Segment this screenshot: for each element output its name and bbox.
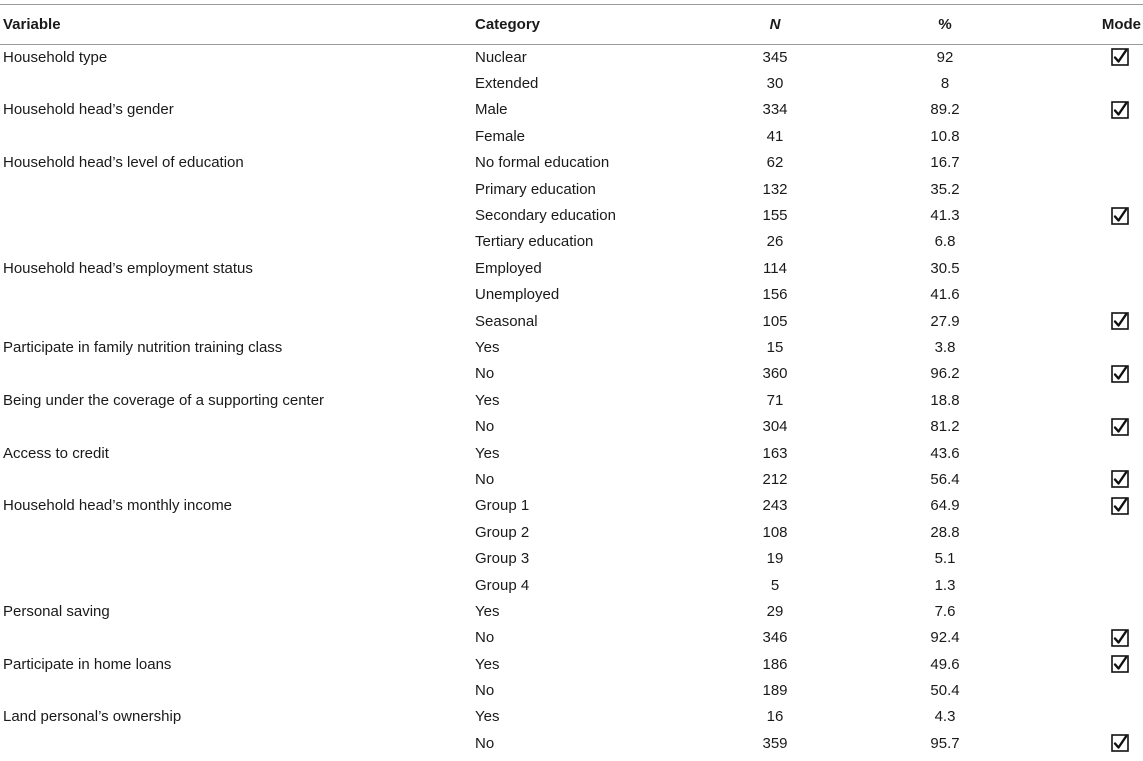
- cell-n: 5: [770, 576, 780, 594]
- table-row: [0, 361, 1143, 387]
- cell-variable: [0, 519, 472, 545]
- cell-category: Seasonal: [475, 312, 538, 330]
- cell-n: 304: [762, 418, 788, 436]
- cell-variable: [0, 123, 472, 149]
- cell-variable: [0, 466, 472, 492]
- cell-category: Primary education: [475, 180, 596, 198]
- cell-variable: Household head’s monthly income: [3, 497, 233, 515]
- table-row: [0, 625, 1143, 651]
- cell-variable: [0, 229, 472, 255]
- cell-n: 189: [762, 682, 788, 700]
- cell-variable: [0, 282, 472, 308]
- mode-checkbox-icon: [1111, 734, 1129, 751]
- cell-category: No formal education: [475, 154, 610, 172]
- cell-mode: [1045, 229, 1143, 255]
- mode-checkbox-icon: [1111, 497, 1129, 514]
- cell-percent: 41.6: [930, 286, 960, 304]
- cell-variable: [0, 70, 472, 96]
- cell-variable: Household head’s employment status: [3, 259, 253, 277]
- table-row: [0, 150, 1143, 176]
- mode-checkbox-icon: [1111, 207, 1129, 224]
- cell-mode: [1045, 730, 1143, 756]
- cell-percent: 96.2: [930, 365, 960, 383]
- mode-checkbox-icon: [1111, 365, 1129, 382]
- cell-percent: 10.8: [930, 127, 960, 145]
- table-row: [0, 730, 1143, 756]
- cell-mode: [1045, 625, 1143, 651]
- table-row: [0, 308, 1143, 334]
- cell-variable: [0, 545, 472, 571]
- table-row: [0, 440, 1143, 466]
- cell-n: 108: [762, 523, 788, 541]
- cell-n: 16: [766, 708, 784, 726]
- cell-category: No: [475, 682, 495, 700]
- table-row: [0, 677, 1143, 703]
- cell-category: Group 2: [475, 523, 530, 541]
- cell-mode: [1045, 545, 1143, 571]
- cell-category: Yes: [475, 602, 500, 620]
- table-row: [0, 387, 1143, 413]
- cell-n: 186: [762, 655, 788, 673]
- mode-checkbox-icon: [1111, 48, 1129, 65]
- cell-mode: [1045, 334, 1143, 360]
- cell-n: 29: [766, 602, 784, 620]
- cell-category: Tertiary education: [475, 233, 594, 251]
- cell-mode: [1045, 572, 1143, 598]
- cell-variable: Land personal’s ownership: [3, 708, 182, 726]
- cell-mode: [1045, 255, 1143, 281]
- cell-n: 345: [762, 48, 788, 66]
- cell-n: 243: [762, 497, 788, 515]
- cell-category: No: [475, 734, 495, 752]
- cell-mode: [1045, 44, 1143, 70]
- cell-variable: [0, 202, 472, 228]
- table-row: [0, 176, 1143, 202]
- cell-variable: [0, 572, 472, 598]
- cell-percent: 8: [940, 75, 950, 93]
- cell-variable: [0, 308, 472, 334]
- cell-mode: [1045, 493, 1143, 519]
- header-rule: [0, 44, 1143, 45]
- mode-checkbox-icon: [1111, 629, 1129, 646]
- cell-category: Secondary education: [475, 207, 616, 225]
- cell-variable: [0, 361, 472, 387]
- cell-variable: [0, 730, 472, 756]
- header-variable: Variable: [3, 16, 61, 33]
- cell-mode: [1045, 123, 1143, 149]
- table-row: [0, 572, 1143, 598]
- table-row: [0, 44, 1143, 70]
- cell-mode: [1045, 387, 1143, 413]
- cell-percent: 7.6: [934, 602, 956, 620]
- table-row: [0, 282, 1143, 308]
- cell-percent: 64.9: [930, 497, 960, 515]
- cell-category: Yes: [475, 338, 500, 356]
- cell-mode: [1045, 519, 1143, 545]
- cell-variable: [0, 625, 472, 651]
- cell-percent: 92: [936, 48, 954, 66]
- table-row: [0, 123, 1143, 149]
- table-row: [0, 651, 1143, 677]
- cell-variable: Participate in family nutrition training class: [3, 338, 283, 356]
- cell-category: Group 4: [475, 576, 530, 594]
- cell-mode: [1045, 704, 1143, 730]
- cell-percent: 49.6: [930, 655, 960, 673]
- cell-category: Male: [475, 101, 508, 119]
- cell-category: Unemployed: [475, 286, 560, 304]
- cell-mode: [1045, 176, 1143, 202]
- cell-percent: 89.2: [930, 101, 960, 119]
- cell-variable: Participate in home loans: [3, 655, 172, 673]
- table-row: [0, 334, 1143, 360]
- cell-percent: 16.7: [930, 154, 960, 172]
- cell-percent: 3.8: [934, 338, 956, 356]
- cell-n: 19: [766, 550, 784, 568]
- mode-checkbox-icon: [1111, 655, 1129, 672]
- cell-category: No: [475, 418, 495, 436]
- cell-category: Yes: [475, 391, 500, 409]
- cell-category: No: [475, 470, 495, 488]
- cell-variable: [0, 413, 472, 439]
- cell-mode: [1045, 97, 1143, 123]
- table-row: [0, 545, 1143, 571]
- table-row: [0, 202, 1143, 228]
- cell-percent: 27.9: [930, 312, 960, 330]
- cell-mode: [1045, 466, 1143, 492]
- cell-mode: [1045, 361, 1143, 387]
- cell-category: No: [475, 365, 495, 383]
- cell-mode: [1045, 440, 1143, 466]
- cell-category: Female: [475, 127, 526, 145]
- table-row: [0, 70, 1143, 96]
- cell-percent: 6.8: [934, 233, 956, 251]
- cell-n: 334: [762, 101, 788, 119]
- cell-category: Group 3: [475, 550, 530, 568]
- cell-percent: 41.3: [930, 207, 960, 225]
- cell-mode: [1045, 282, 1143, 308]
- header-mode: Mode: [1101, 16, 1141, 33]
- cell-category: Yes: [475, 708, 500, 726]
- cell-n: 15: [766, 338, 784, 356]
- mode-checkbox-icon: [1111, 470, 1129, 487]
- cell-n: 26: [766, 233, 784, 251]
- cell-percent: 35.2: [930, 180, 960, 198]
- cell-n: 30: [766, 75, 784, 93]
- cell-percent: 56.4: [930, 470, 960, 488]
- header-n: N: [769, 16, 781, 33]
- cell-n: 155: [762, 207, 788, 225]
- cell-mode: [1045, 413, 1143, 439]
- cell-percent: 92.4: [930, 629, 960, 647]
- cell-category: Employed: [475, 259, 542, 277]
- cell-category: Nuclear: [475, 48, 527, 66]
- cell-mode: [1045, 202, 1143, 228]
- cell-n: 360: [762, 365, 788, 383]
- cell-n: 359: [762, 734, 788, 752]
- cell-percent: 4.3: [934, 708, 956, 726]
- cell-n: 132: [762, 180, 788, 198]
- mode-checkbox-icon: [1111, 312, 1129, 329]
- cell-variable: Household head’s gender: [3, 101, 174, 119]
- table-row: [0, 413, 1143, 439]
- header-category: Category: [475, 16, 541, 33]
- mode-checkbox-icon: [1111, 418, 1129, 435]
- cell-percent: 43.6: [930, 444, 960, 462]
- cell-percent: 18.8: [930, 391, 960, 409]
- cell-variable: Household head’s level of education: [3, 154, 244, 172]
- cell-variable: Household type: [3, 48, 108, 66]
- cell-mode: [1045, 651, 1143, 677]
- cell-n: 62: [766, 154, 784, 172]
- cell-variable: Being under the coverage of a supporting center: [3, 391, 325, 409]
- mode-checkbox-icon: [1111, 101, 1129, 118]
- table-row: [0, 97, 1143, 123]
- cell-percent: 50.4: [930, 682, 960, 700]
- cell-category: No: [475, 629, 495, 647]
- cell-percent: 1.3: [934, 576, 956, 594]
- cell-variable: Personal saving: [3, 602, 110, 620]
- cell-n: 41: [766, 127, 784, 145]
- table-row: [0, 704, 1143, 730]
- cell-n: 163: [762, 444, 788, 462]
- header-row: [0, 5, 1143, 44]
- table-row: [0, 519, 1143, 545]
- cell-mode: [1045, 70, 1143, 96]
- table-row: [0, 598, 1143, 624]
- cell-category: Extended: [475, 75, 539, 93]
- cell-n: 156: [762, 286, 788, 304]
- cell-variable: [0, 677, 472, 703]
- cell-mode: [1045, 308, 1143, 334]
- table-body: [0, 44, 1143, 757]
- cell-n: 71: [766, 391, 784, 409]
- cell-n: 105: [762, 312, 788, 330]
- cell-percent: 95.7: [930, 734, 960, 752]
- table-row: [0, 466, 1143, 492]
- cell-n: 114: [763, 259, 787, 277]
- cell-variable: Access to credit: [3, 444, 109, 462]
- cell-percent: 28.8: [930, 523, 960, 541]
- cell-percent: 81.2: [930, 418, 960, 436]
- cell-mode: [1045, 598, 1143, 624]
- cell-category: Yes: [475, 444, 500, 462]
- header-percent: %: [938, 16, 952, 33]
- cell-variable: [0, 176, 472, 202]
- table-row: [0, 255, 1143, 281]
- cell-percent: 30.5: [930, 259, 960, 277]
- cell-mode: [1045, 677, 1143, 703]
- table-row: [0, 493, 1143, 519]
- data-table: [0, 5, 1143, 757]
- cell-n: 212: [762, 470, 788, 488]
- cell-percent: 5.1: [934, 550, 956, 568]
- cell-mode: [1045, 150, 1143, 176]
- cell-category: Group 1: [475, 497, 530, 515]
- table-row: [0, 229, 1143, 255]
- cell-category: Yes: [475, 655, 500, 673]
- cell-n: 346: [762, 629, 788, 647]
